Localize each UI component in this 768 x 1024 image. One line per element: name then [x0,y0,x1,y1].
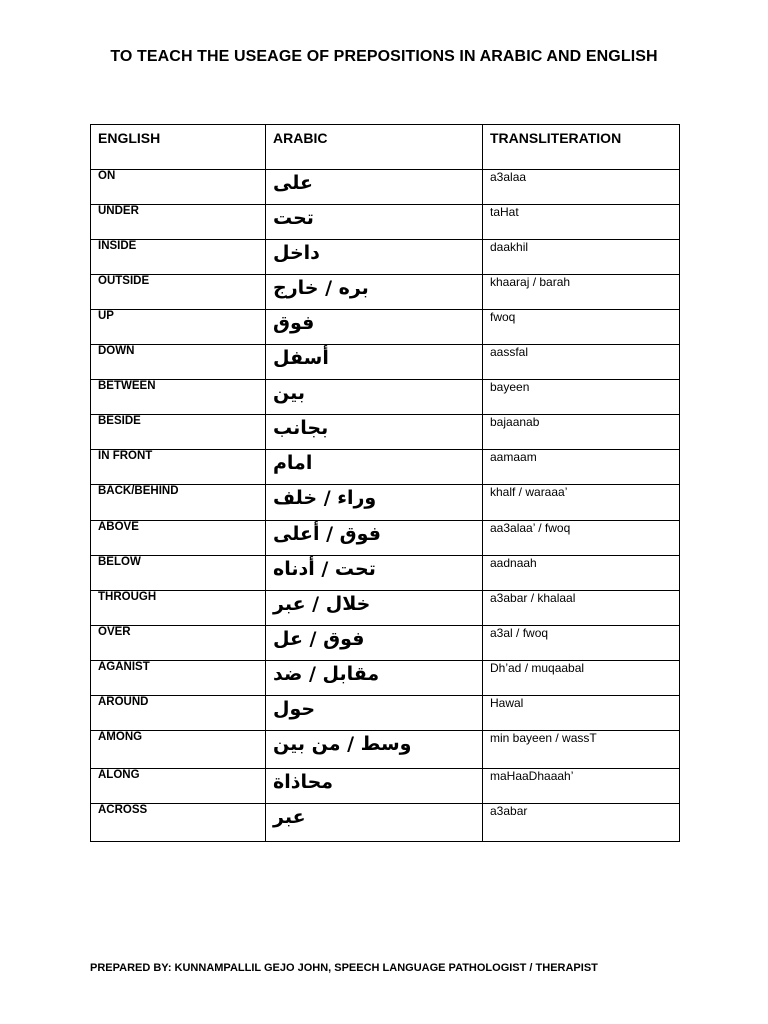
table-row [91,170,680,205]
table-row [91,205,680,240]
arabic-cell [266,804,483,842]
arabic-cell [266,275,483,310]
arabic-cell [266,170,483,205]
table-row [91,450,680,485]
transliteration-cell: aadnaah [483,556,680,591]
english-cell: AROUND [91,696,266,731]
arabic-cell [266,450,483,485]
english-cell: IN FRONT [91,450,266,485]
arabic-cell [266,626,483,661]
transliteration-cell: a3alaa [483,170,680,205]
english-cell: BETWEEN [91,380,266,415]
footer-credit: PREPARED BY: KUNNAMPALLIL GEJO JOHN, SPEECH LANGUAGE PATHOLOGIST / THERAPIST [90,962,598,974]
arabic-cell [266,485,483,521]
english-cell: ABOVE [91,521,266,556]
english-cell: BACK/BEHIND [91,485,266,521]
arabic-text: على [273,172,313,194]
transliteration-cell: khalf / waraaa’ [483,485,680,521]
arabic-cell [266,591,483,626]
english-cell: INSIDE [91,240,266,275]
table-row [91,275,680,310]
header-english: ENGLISH [91,125,266,170]
arabic-text: تحت [273,207,314,229]
table-row [91,591,680,626]
arabic-text: تحت / أدناه [273,558,376,580]
arabic-cell [266,696,483,731]
english-cell: BESIDE [91,415,266,450]
table-row [91,415,680,450]
transliteration-cell: khaaraj / barah [483,275,680,310]
arabic-text: حول [273,698,316,720]
arabic-text: خلال / عبر [273,593,371,615]
arabic-text: داخل [273,242,320,264]
english-cell: OVER [91,626,266,661]
table-row [91,521,680,556]
transliteration-cell: maHaaDhaaah’ [483,769,680,804]
arabic-text: فوق / عل [273,628,365,650]
arabic-text: بين [273,382,305,404]
arabic-text: فوق / أعلى [273,523,381,545]
arabic-text: محاذاة [273,771,334,793]
arabic-cell [266,769,483,804]
english-cell: BELOW [91,556,266,591]
table-row [91,380,680,415]
table-row [91,485,680,521]
arabic-cell [266,345,483,380]
arabic-text: عبر [273,806,306,828]
arabic-cell [266,661,483,696]
english-cell: ACROSS [91,804,266,842]
table-row [91,804,680,842]
english-cell: ALONG [91,769,266,804]
arabic-text: وراء / خلف [273,487,377,509]
header-arabic: ARABIC [266,125,483,170]
transliteration-cell: bajaanab [483,415,680,450]
arabic-cell [266,415,483,450]
transliteration-cell: a3abar [483,804,680,842]
transliteration-cell: bayeen [483,380,680,415]
english-cell: ON [91,170,266,205]
english-cell: UP [91,310,266,345]
table-row [91,626,680,661]
table-row [91,731,680,769]
arabic-cell [266,310,483,345]
arabic-cell [266,731,483,769]
arabic-cell [266,556,483,591]
arabic-text: مقابل / ضد [273,663,380,685]
arabic-cell [266,380,483,415]
transliteration-cell: min bayeen / wassT [483,731,680,769]
table-row [91,556,680,591]
transliteration-cell: taHat [483,205,680,240]
transliteration-cell: fwoq [483,310,680,345]
arabic-text: بره / خارج [273,277,369,299]
table-row [91,696,680,731]
table-row [91,310,680,345]
transliteration-cell: a3abar / khalaal [483,591,680,626]
arabic-cell [266,521,483,556]
table-header-row [91,125,680,170]
prepositions-table [90,124,680,842]
transliteration-cell: aa3alaa’ / fwoq [483,521,680,556]
header-transliteration: TRANSLITERATION [483,125,680,170]
arabic-text: وسط / من بين [273,733,412,755]
transliteration-cell: aamaam [483,450,680,485]
page-title: TO TEACH THE USEAGE OF PREPOSITIONS IN ARABIC AND ENGLISH [110,48,658,65]
table-row [91,345,680,380]
english-cell: AMONG [91,731,266,769]
english-cell: DOWN [91,345,266,380]
transliteration-cell: Dh’ad / muqaabal [483,661,680,696]
transliteration-cell: daakhil [483,240,680,275]
arabic-cell [266,240,483,275]
english-cell: OUTSIDE [91,275,266,310]
transliteration-cell: Hawal [483,696,680,731]
arabic-cell [266,205,483,240]
english-cell: UNDER [91,205,266,240]
arabic-text: بجانب [273,417,329,439]
arabic-text: امام [273,452,313,474]
table-row [91,240,680,275]
transliteration-cell: aassfal [483,345,680,380]
table-row [91,769,680,804]
arabic-text: أسفل [273,347,329,369]
arabic-text: فوق [273,312,315,334]
english-cell: AGANIST [91,661,266,696]
table-row [91,661,680,696]
english-cell: THROUGH [91,591,266,626]
transliteration-cell: a3al / fwoq [483,626,680,661]
